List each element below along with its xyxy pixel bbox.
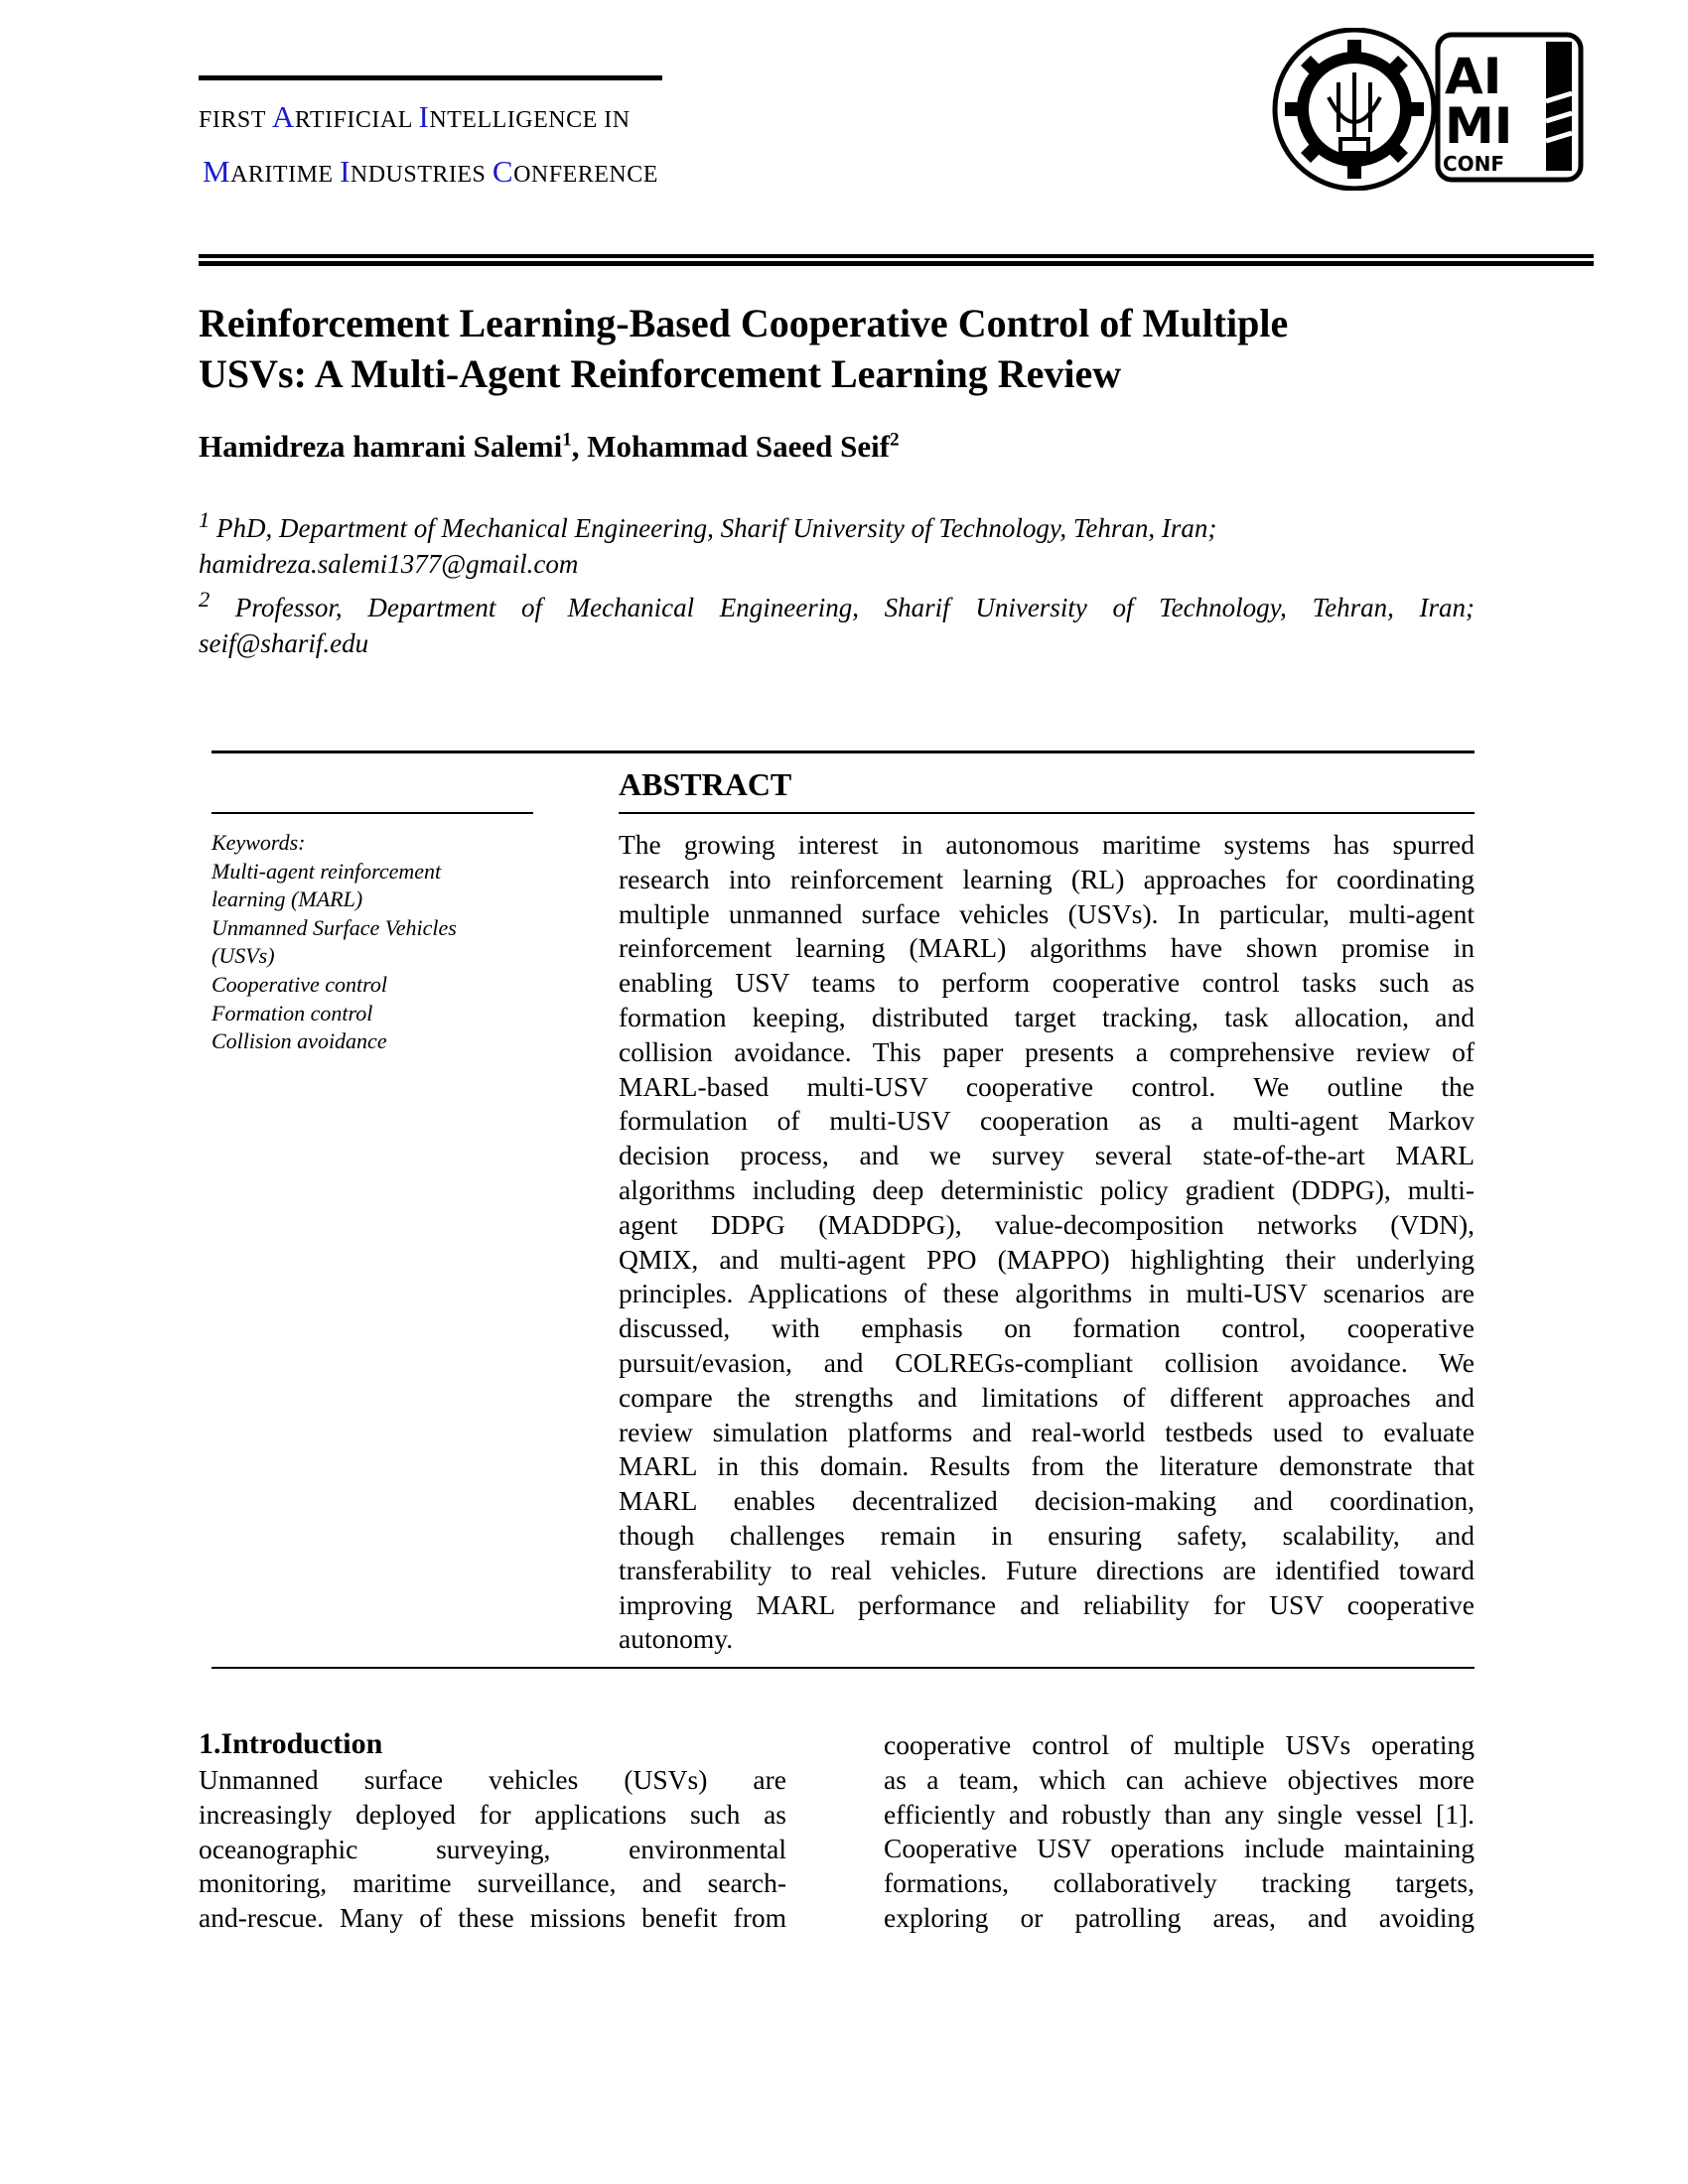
affiliation-sup: 1 bbox=[199, 507, 211, 532]
text-line: compare the strengths and limitations of different approaches and bbox=[619, 1381, 1475, 1413]
abstract-heading-rule bbox=[619, 812, 1475, 814]
section-heading-introduction: 1.Introduction bbox=[199, 1727, 383, 1760]
text-line: and-rescue. Many of these missions benefit from bbox=[199, 1902, 786, 1934]
conference-word: NTELLIGENCE IN bbox=[429, 107, 631, 133]
text-line: reinforcement learning (MARL) algorithms have shown promise in bbox=[619, 932, 1475, 964]
conference-initial: A bbox=[271, 99, 295, 134]
conference-word: FIRST bbox=[199, 107, 272, 133]
conference-initial: I bbox=[340, 154, 351, 189]
conference-initial: I bbox=[418, 99, 430, 134]
text-line: enabling USV teams to perform cooperative control tasks such as bbox=[619, 967, 1475, 999]
text-line: MARL-based multi-USV cooperative control. We outline the bbox=[619, 1070, 1475, 1102]
aimi-conf-logo bbox=[1435, 32, 1584, 183]
author-list: Hamidreza hamrani Salemi$^1$, Mohammad Saeed Seif$^2$ bbox=[199, 429, 900, 464]
abstract-bottom-rule bbox=[211, 1667, 1475, 1669]
text-line: though challenges remain in ensuring safety, scalability, and bbox=[619, 1519, 1475, 1551]
text-line: MARL enables decentralized decision-making and coordination, bbox=[619, 1485, 1475, 1517]
text-line: oceanographic surveying, environmental bbox=[199, 1833, 786, 1864]
intro-left-column bbox=[199, 1763, 786, 1936]
svg-text:MI: MI bbox=[1445, 97, 1513, 155]
text-line: (USVs) bbox=[211, 943, 275, 969]
text-line: Cooperative control bbox=[211, 971, 387, 997]
text-line: formation keeping, distributed target tracking, task allocation, and bbox=[619, 1001, 1475, 1032]
affiliation-text: PhD, Department of Mechanical Engineering, Sharif University of Technology, Tehran, Iran; bbox=[216, 513, 1217, 543]
text-line: learning (MARL) bbox=[211, 887, 363, 912]
text-line: MARL in this domain. Results from the literature demonstrate that bbox=[619, 1450, 1475, 1482]
text-line: increasingly deployed for applications such as bbox=[199, 1798, 786, 1830]
text-line: agent DDPG (MADDPG), value-decomposition networks (VDN), bbox=[619, 1208, 1475, 1240]
text-line: decision process, and we survey several state-of-the-art MARL bbox=[619, 1140, 1475, 1171]
keywords-label: Keywords: bbox=[211, 830, 306, 855]
affiliation-line bbox=[199, 582, 1475, 625]
text-line: efficiently and robustly than any single vessel [1]. bbox=[884, 1798, 1475, 1830]
author-sup: 1 bbox=[562, 429, 572, 451]
conference-word: NDUSTRIES bbox=[350, 162, 492, 188]
text-line: cooperative control of multiple USVs operating bbox=[884, 1729, 1475, 1760]
svg-text:AI: AI bbox=[1445, 48, 1502, 105]
text-line: pursuit/evasion, and COLREGs-compliant collision avoidance. We bbox=[619, 1346, 1475, 1378]
conference-word: RTIFICIAL bbox=[294, 107, 419, 133]
author-name: Mohammad Saeed Seif bbox=[587, 429, 891, 464]
text-line: formulation of multi-USV cooperation as a multi-agent Markov bbox=[619, 1105, 1475, 1137]
text-line: The growing interest in autonomous maritime systems has spurred bbox=[619, 829, 1475, 860]
keywords-block bbox=[211, 829, 457, 1056]
svg-text:CONF: CONF bbox=[1443, 152, 1505, 176]
header-double-rule-bottom bbox=[199, 261, 1594, 266]
title-line: Reinforcement Learning-Based Cooperative Control of Multiple bbox=[199, 301, 1289, 345]
text-line: improving MARL performance and reliability for USV cooperative bbox=[619, 1588, 1475, 1620]
text-line: Unmanned surface vehicles (USVs) are bbox=[199, 1764, 786, 1795]
conference-word: ONFERENCE bbox=[513, 162, 658, 188]
affiliation-email: hamidreza.salemi1377@gmail.com bbox=[199, 549, 579, 579]
author-sup: 2 bbox=[890, 429, 900, 451]
university-logo bbox=[1269, 28, 1440, 191]
conference-name-line2 bbox=[203, 154, 658, 190]
text-line: transferability to real vehicles. Future directions are identified toward bbox=[619, 1554, 1475, 1585]
header-top-rule bbox=[199, 75, 662, 80]
abstract-heading: ABSTRACT bbox=[619, 766, 792, 802]
affiliation-email: seif@sharif.edu bbox=[199, 628, 369, 658]
intro-right-column bbox=[884, 1728, 1475, 1936]
affiliation-line bbox=[199, 502, 1475, 546]
author-name: Hamidreza hamrani Salemi bbox=[199, 429, 563, 464]
text-line: autonomy. bbox=[619, 1623, 734, 1655]
text-line: multiple unmanned surface vehicles (USVs). In particular, multi-agent bbox=[619, 897, 1475, 929]
affiliations bbox=[199, 502, 1475, 661]
text-line: formations, collaboratively tracking targets, bbox=[884, 1867, 1475, 1899]
text-line: monitoring, maritime surveillance, and search- bbox=[199, 1867, 786, 1899]
paper-title bbox=[199, 298, 1288, 399]
conference-name-line1 bbox=[199, 99, 631, 135]
text-line: Collision avoidance bbox=[211, 1028, 387, 1054]
conference-initial: C bbox=[492, 154, 514, 189]
text-line: exploring or patrolling areas, and avoiding bbox=[884, 1901, 1475, 1933]
keywords-rule bbox=[211, 812, 533, 814]
text-line: algorithms including deep deterministic policy gradient (DDPG), multi- bbox=[619, 1173, 1475, 1205]
text-line: Cooperative USV operations include maintaining bbox=[884, 1833, 1475, 1864]
affiliation-sup: 2 bbox=[199, 587, 211, 612]
header-double-rule-top bbox=[199, 254, 1594, 258]
conference-word: ARITIME bbox=[230, 162, 341, 188]
text-line: discussed, with emphasis on formation control, cooperative bbox=[619, 1312, 1475, 1344]
text-line: review simulation platforms and real-world testbeds used to evaluate bbox=[619, 1416, 1475, 1447]
text-line: Formation control bbox=[211, 1000, 373, 1025]
abstract-body bbox=[619, 828, 1475, 1657]
abstract-top-rule bbox=[211, 751, 1475, 753]
affiliation-text: Professor, Department of Mechanical Engineering, Sharif University of Technology, Tehran, Iran; bbox=[234, 593, 1476, 622]
text-line: QMIX, and multi-agent PPO (MAPPO) highlighting their underlying bbox=[619, 1243, 1475, 1275]
text-line: principles. Applications of these algorithms in multi-USV scenarios are bbox=[619, 1278, 1475, 1309]
text-line: collision avoidance. This paper presents a comprehensive review of bbox=[619, 1035, 1475, 1067]
text-line: research into reinforcement learning (RL) approaches for coordinating bbox=[619, 863, 1475, 894]
text-line: as a team, which can achieve objectives more bbox=[884, 1763, 1475, 1795]
text-line: Multi-agent reinforcement bbox=[211, 858, 442, 884]
title-line: USVs: A Multi-Agent Reinforcement Learning Review bbox=[199, 351, 1122, 396]
conference-initial: M bbox=[203, 154, 231, 189]
text-line: Unmanned Surface Vehicles bbox=[211, 914, 457, 940]
